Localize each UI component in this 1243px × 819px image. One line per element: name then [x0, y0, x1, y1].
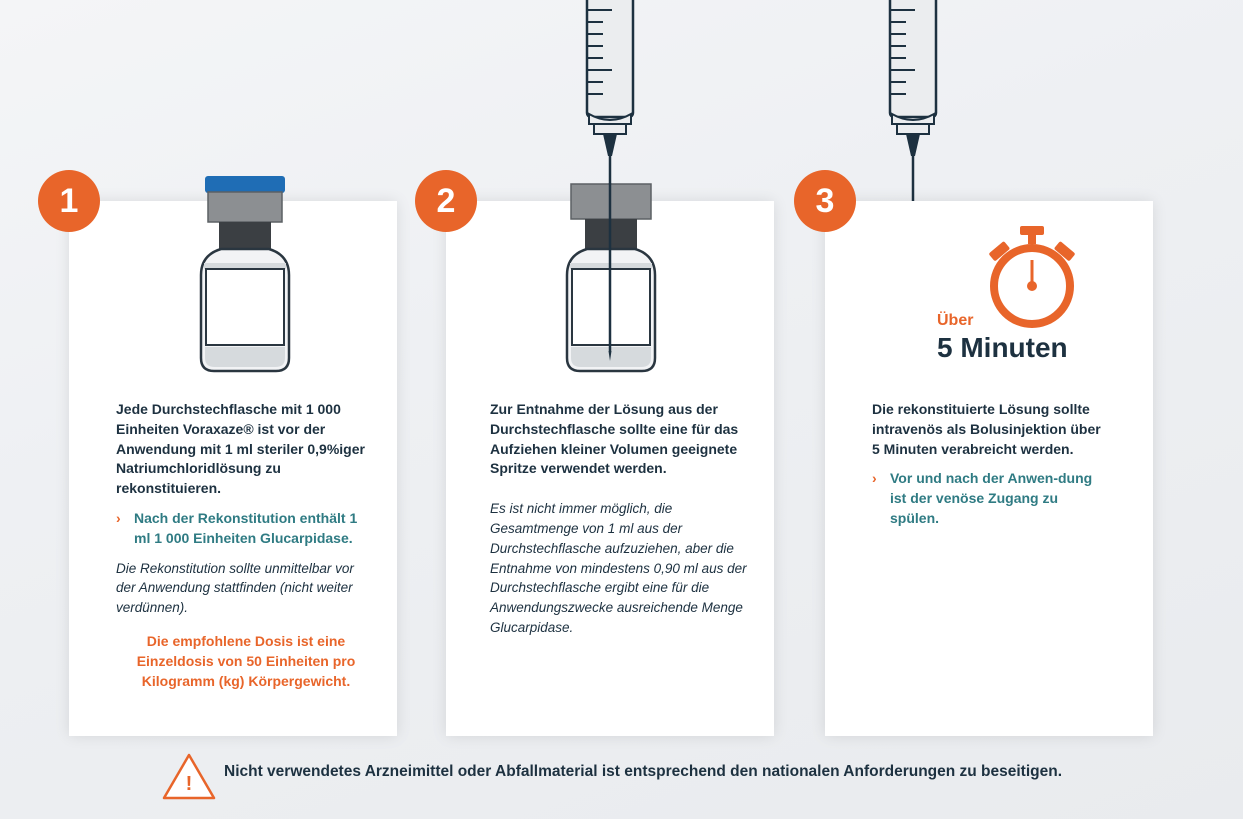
warning-triangle-icon — [161, 752, 217, 802]
stopwatch-icon — [980, 224, 1084, 330]
chevron-right-icon: › — [116, 509, 121, 526]
warning-symbol: ! — [185, 773, 193, 795]
step1-italic-text: Die Rekonstitution sollte unmittelbar vor der Anwendung stattfinden (nicht weiter verdünnen). — [116, 560, 354, 616]
step1-dose-text: Die empfohlene Dosis ist eine Einzeldosis von 50 Einheiten pro Kilogramm (kg) Körpergewicht. — [136, 632, 356, 689]
step3-main-text: Die rekonstituierte Lösung sollte intravenös als Bolusinjektion über 5 Minuten verabreicht werden. — [872, 401, 1101, 457]
step3-text — [872, 400, 1107, 529]
step2-text — [490, 400, 752, 638]
timer-prefix: Über — [937, 312, 974, 329]
step3-bullet — [872, 469, 1107, 528]
syringe-icon-step2 — [570, 0, 650, 200]
step-number-badge: 1 — [38, 170, 100, 232]
step3-bullet-text: Vor und nach der Anwen-dung ist der venöse Zugang zu spülen. — [890, 470, 1093, 526]
step-number-badge: 2 — [415, 170, 477, 232]
step1-bullet-text: Nach der Rekonstitution enthält 1 ml 1 000 Einheiten Glucarpidase. — [134, 509, 358, 546]
step2-main-text: Zur Entnahme der Lösung aus der Durchstechflasche sollte eine für das Aufziehen kleiner Volumen geeignete Spritze verwendet werden. — [490, 401, 739, 477]
timer-value: 5 Minuten — [937, 332, 1068, 363]
step1-bullet — [116, 509, 376, 549]
step1-text — [116, 400, 376, 691]
warning-text: Nicht verwendetes Arzneimittel oder Abfallmaterial ist entsprechend den nationalen Anforderungen zu beseitigen. — [224, 763, 1063, 780]
step2-italic-text: Es ist nicht immer möglich, die Gesamtmenge von 1 ml aus der Durchstechflasche aufzuziehen, aber die Entnahme von mindestens 0,90 ml aus der Durchstechflasche ergibt eine für die Anwendungszwecke ausreichende Menge Glucarpidase. — [490, 501, 747, 635]
step1-main-text: Jede Durchstechflasche mit 1 000 Einheiten Voraxaze® ist vor der Anwendung mit 1 ml steriler 0,9%iger Natriumchloridlösung zu rekonstituieren. — [116, 401, 365, 497]
vial-icon — [185, 175, 305, 380]
step-number-badge: 3 — [794, 170, 856, 232]
vial-icon — [551, 183, 671, 378]
chevron-right-icon: › — [872, 470, 877, 487]
